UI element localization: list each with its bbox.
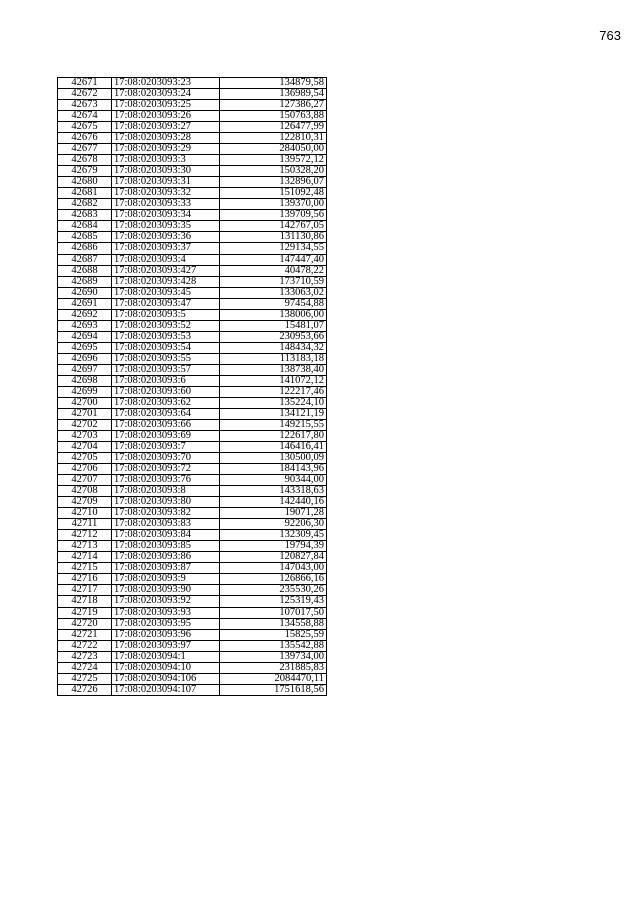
cadastral-number-cell: 17:08:0203093:92 xyxy=(112,596,220,607)
table-row xyxy=(58,177,327,188)
table-row xyxy=(58,519,327,530)
table-row xyxy=(58,155,327,166)
table-row xyxy=(58,419,327,430)
cadastral-value-cell: 125319,43 xyxy=(220,596,327,607)
table-row xyxy=(58,607,327,618)
cadastral-value-cell: 132309,45 xyxy=(220,530,327,541)
cadastral-value-cell: 135542,88 xyxy=(220,640,327,651)
cadastral-number-cell: 17:08:0203093:32 xyxy=(112,188,220,199)
cadastral-value-cell: 139709,56 xyxy=(220,210,327,221)
cadastral-value-cell: 230953,66 xyxy=(220,331,327,342)
row-number-cell: 42726 xyxy=(58,684,112,695)
cadastral-number-cell: 17:08:0203093:33 xyxy=(112,199,220,210)
cadastral-value-cell: 120827,84 xyxy=(220,552,327,563)
row-number-cell: 42682 xyxy=(58,199,112,210)
row-number-cell: 42704 xyxy=(58,442,112,453)
cadastral-number-cell: 17:08:0203093:84 xyxy=(112,530,220,541)
cadastral-number-cell: 17:08:0203093:70 xyxy=(112,453,220,464)
page-number: 763 xyxy=(599,28,621,43)
cadastral-number-cell: 17:08:0203093:52 xyxy=(112,320,220,331)
cadastral-number-cell: 17:08:0203093:86 xyxy=(112,552,220,563)
cadastral-value-cell: 138738,40 xyxy=(220,364,327,375)
row-number-cell: 42712 xyxy=(58,530,112,541)
table-row xyxy=(58,596,327,607)
row-number-cell: 42691 xyxy=(58,298,112,309)
cadastral-value-cell: 107017,50 xyxy=(220,607,327,618)
cadastral-value-cell: 138006,00 xyxy=(220,309,327,320)
cadastral-value-cell: 90344,00 xyxy=(220,475,327,486)
table-row xyxy=(58,662,327,673)
cadastral-value-cell: 142440,16 xyxy=(220,497,327,508)
table-row xyxy=(58,585,327,596)
cadastral-number-cell: 17:08:0203093:72 xyxy=(112,464,220,475)
table-row xyxy=(58,508,327,519)
cadastral-number-cell: 17:08:0203093:427 xyxy=(112,265,220,276)
table-row xyxy=(58,133,327,144)
cadastral-number-cell: 17:08:0203094:107 xyxy=(112,684,220,695)
row-number-cell: 42694 xyxy=(58,331,112,342)
table-row xyxy=(58,684,327,695)
table-row xyxy=(58,475,327,486)
row-number-cell: 42686 xyxy=(58,243,112,254)
row-number-cell: 42702 xyxy=(58,419,112,430)
table-row xyxy=(58,265,327,276)
table-row xyxy=(58,397,327,408)
row-number-cell: 42689 xyxy=(58,276,112,287)
row-number-cell: 42718 xyxy=(58,596,112,607)
cadastral-value-cell: 132896,07 xyxy=(220,177,327,188)
cadastral-number-cell: 17:08:0203093:3 xyxy=(112,155,220,166)
table-row xyxy=(58,618,327,629)
row-number-cell: 42720 xyxy=(58,618,112,629)
row-number-cell: 42701 xyxy=(58,408,112,419)
row-number-cell: 42703 xyxy=(58,431,112,442)
table-body xyxy=(58,78,327,696)
table-row xyxy=(58,386,327,397)
table-row xyxy=(58,111,327,122)
cadastral-number-cell: 17:08:0203093:80 xyxy=(112,497,220,508)
cadastral-number-cell: 17:08:0203093:83 xyxy=(112,519,220,530)
cadastral-number-cell: 17:08:0203093:428 xyxy=(112,276,220,287)
row-number-cell: 42695 xyxy=(58,342,112,353)
cadastral-number-cell: 17:08:0203093:96 xyxy=(112,629,220,640)
cadastral-value-cell: 113183,18 xyxy=(220,353,327,364)
row-number-cell: 42705 xyxy=(58,453,112,464)
table-row xyxy=(58,453,327,464)
cadastral-number-cell: 17:08:0203093:47 xyxy=(112,298,220,309)
cadastral-number-cell: 17:08:0203093:82 xyxy=(112,508,220,519)
cadastral-value-cell: 150763,88 xyxy=(220,111,327,122)
row-number-cell: 42709 xyxy=(58,497,112,508)
cadastral-number-cell: 17:08:0203094:1 xyxy=(112,651,220,662)
cadastral-value-cell: 235530,26 xyxy=(220,585,327,596)
row-number-cell: 42688 xyxy=(58,265,112,276)
row-number-cell: 42719 xyxy=(58,607,112,618)
row-number-cell: 42721 xyxy=(58,629,112,640)
cadastral-value-cell: 122617,80 xyxy=(220,431,327,442)
row-number-cell: 42725 xyxy=(58,673,112,684)
cadastral-number-cell: 17:08:0203093:5 xyxy=(112,309,220,320)
cadastral-value-cell: 139572,12 xyxy=(220,155,327,166)
row-number-cell: 42671 xyxy=(58,78,112,89)
cadastral-value-cell: 134558,88 xyxy=(220,618,327,629)
cadastral-number-cell: 17:08:0203093:36 xyxy=(112,232,220,243)
table-row xyxy=(58,364,327,375)
table-row xyxy=(58,298,327,309)
cadastral-value-cell: 1751618,56 xyxy=(220,684,327,695)
row-number-cell: 42696 xyxy=(58,353,112,364)
table-row xyxy=(58,232,327,243)
row-number-cell: 42699 xyxy=(58,386,112,397)
row-number-cell: 42683 xyxy=(58,210,112,221)
cadastral-value-cell: 139734,00 xyxy=(220,651,327,662)
cadastral-number-cell: 17:08:0203093:9 xyxy=(112,574,220,585)
row-number-cell: 42706 xyxy=(58,464,112,475)
row-number-cell: 42697 xyxy=(58,364,112,375)
cadastral-number-cell: 17:08:0203093:53 xyxy=(112,331,220,342)
cadastral-number-cell: 17:08:0203093:8 xyxy=(112,486,220,497)
cadastral-value-cell: 136989,54 xyxy=(220,89,327,100)
cadastral-value-cell: 173710,59 xyxy=(220,276,327,287)
row-number-cell: 42713 xyxy=(58,541,112,552)
cadastral-number-cell: 17:08:0203093:90 xyxy=(112,585,220,596)
cadastral-value-cell: 133063,02 xyxy=(220,287,327,298)
cadastral-number-cell: 17:08:0203093:23 xyxy=(112,78,220,89)
row-number-cell: 42716 xyxy=(58,574,112,585)
row-number-cell: 42673 xyxy=(58,100,112,111)
cadastral-value-cell: 130500,09 xyxy=(220,453,327,464)
cadastral-value-cell: 143318,63 xyxy=(220,486,327,497)
cadastral-value-cell: 134121,19 xyxy=(220,408,327,419)
cadastral-number-cell: 17:08:0203093:34 xyxy=(112,210,220,221)
cadastral-value-cell: 129134,55 xyxy=(220,243,327,254)
cadastral-number-cell: 17:08:0203093:57 xyxy=(112,364,220,375)
table-row xyxy=(58,320,327,331)
table-row xyxy=(58,221,327,232)
cadastral-number-cell: 17:08:0203093:69 xyxy=(112,431,220,442)
row-number-cell: 42692 xyxy=(58,309,112,320)
cadastral-number-cell: 17:08:0203093:30 xyxy=(112,166,220,177)
cadastral-value-cell: 149215,55 xyxy=(220,419,327,430)
row-number-cell: 42711 xyxy=(58,519,112,530)
cadastral-value-cell: 122810,31 xyxy=(220,133,327,144)
table-row xyxy=(58,486,327,497)
table-row xyxy=(58,353,327,364)
table-row xyxy=(58,199,327,210)
cadastral-value-cell: 134879,58 xyxy=(220,78,327,89)
cadastral-value-cell: 146416,41 xyxy=(220,442,327,453)
cadastral-value-cell: 40478,22 xyxy=(220,265,327,276)
cadastral-value-cell: 126866,16 xyxy=(220,574,327,585)
cadastral-number-cell: 17:08:0203093:66 xyxy=(112,419,220,430)
cadastral-number-cell: 17:08:0203093:26 xyxy=(112,111,220,122)
table-row xyxy=(58,673,327,684)
cadastral-number-cell: 17:08:0203093:95 xyxy=(112,618,220,629)
cadastral-value-cell: 147447,40 xyxy=(220,254,327,265)
cadastral-value-cell: 147043,00 xyxy=(220,563,327,574)
cadastral-value-cell: 19071,28 xyxy=(220,508,327,519)
table-row xyxy=(58,276,327,287)
row-number-cell: 42693 xyxy=(58,320,112,331)
cadastral-value-cell: 231885,83 xyxy=(220,662,327,673)
row-number-cell: 42679 xyxy=(58,166,112,177)
cadastral-number-cell: 17:08:0203093:35 xyxy=(112,221,220,232)
cadastral-number-cell: 17:08:0203093:76 xyxy=(112,475,220,486)
cadastral-number-cell: 17:08:0203093:28 xyxy=(112,133,220,144)
cadastral-value-cell: 15481,07 xyxy=(220,320,327,331)
cadastral-value-cell: 131130,86 xyxy=(220,232,327,243)
table-row xyxy=(58,497,327,508)
row-number-cell: 42700 xyxy=(58,397,112,408)
row-number-cell: 42722 xyxy=(58,640,112,651)
cadastral-number-cell: 17:08:0203093:25 xyxy=(112,100,220,111)
cadastral-number-cell: 17:08:0203093:64 xyxy=(112,408,220,419)
table-row xyxy=(58,331,327,342)
table-row xyxy=(58,375,327,386)
cadastral-value-cell: 127386,27 xyxy=(220,100,327,111)
row-number-cell: 42715 xyxy=(58,563,112,574)
row-number-cell: 42676 xyxy=(58,133,112,144)
cadastral-number-cell: 17:08:0203093:97 xyxy=(112,640,220,651)
cadastral-number-cell: 17:08:0203093:62 xyxy=(112,397,220,408)
table-row xyxy=(58,629,327,640)
cadastral-value-cell: 139370,00 xyxy=(220,199,327,210)
cadastral-value-cell: 184143,96 xyxy=(220,464,327,475)
cadastral-value-cell: 97454,88 xyxy=(220,298,327,309)
table-row xyxy=(58,309,327,320)
cadastral-value-cell: 148434,32 xyxy=(220,342,327,353)
table-row xyxy=(58,100,327,111)
table-row xyxy=(58,254,327,265)
row-number-cell: 42723 xyxy=(58,651,112,662)
cadastral-number-cell: 17:08:0203093:31 xyxy=(112,177,220,188)
row-number-cell: 42714 xyxy=(58,552,112,563)
cadastral-value-cell: 92206,30 xyxy=(220,519,327,530)
cadastral-number-cell: 17:08:0203094:10 xyxy=(112,662,220,673)
table-row xyxy=(58,574,327,585)
cadastral-number-cell: 17:08:0203093:60 xyxy=(112,386,220,397)
table-row xyxy=(58,210,327,221)
table-row xyxy=(58,78,327,89)
row-number-cell: 42680 xyxy=(58,177,112,188)
cadastral-number-cell: 17:08:0203093:4 xyxy=(112,254,220,265)
row-number-cell: 42724 xyxy=(58,662,112,673)
cadastral-value-cell: 19794,39 xyxy=(220,541,327,552)
cadastral-value-cell: 150328,20 xyxy=(220,166,327,177)
cadastral-number-cell: 17:08:0203093:7 xyxy=(112,442,220,453)
cadastral-value-cell: 2084470,11 xyxy=(220,673,327,684)
table-row xyxy=(58,122,327,133)
row-number-cell: 42698 xyxy=(58,375,112,386)
cadastral-number-cell: 17:08:0203093:54 xyxy=(112,342,220,353)
cadastral-value-cell: 284050,00 xyxy=(220,144,327,155)
cadastral-value-cell: 151092,48 xyxy=(220,188,327,199)
row-number-cell: 42672 xyxy=(58,89,112,100)
cadastral-number-cell: 17:08:0203093:24 xyxy=(112,89,220,100)
table-row xyxy=(58,552,327,563)
cadastral-number-cell: 17:08:0203093:55 xyxy=(112,353,220,364)
row-number-cell: 42684 xyxy=(58,221,112,232)
cadastral-number-cell: 17:08:0203093:29 xyxy=(112,144,220,155)
cadastral-value-cell: 135224,10 xyxy=(220,397,327,408)
cadastral-value-cell: 142767,05 xyxy=(220,221,327,232)
table-row xyxy=(58,243,327,254)
cadastral-number-cell: 17:08:0203094:106 xyxy=(112,673,220,684)
row-number-cell: 42687 xyxy=(58,254,112,265)
row-number-cell: 42690 xyxy=(58,287,112,298)
table-row xyxy=(58,144,327,155)
cadastral-number-cell: 17:08:0203093:85 xyxy=(112,541,220,552)
table-row xyxy=(58,166,327,177)
row-number-cell: 42674 xyxy=(58,111,112,122)
table-row xyxy=(58,563,327,574)
table-row xyxy=(58,640,327,651)
cadastral-value-cell: 15825,59 xyxy=(220,629,327,640)
cadastral-number-cell: 17:08:0203093:37 xyxy=(112,243,220,254)
row-number-cell: 42708 xyxy=(58,486,112,497)
cadastral-number-cell: 17:08:0203093:27 xyxy=(112,122,220,133)
table-row xyxy=(58,342,327,353)
cadastral-number-cell: 17:08:0203093:45 xyxy=(112,287,220,298)
row-number-cell: 42675 xyxy=(58,122,112,133)
cadastral-value-cell: 126477,99 xyxy=(220,122,327,133)
row-number-cell: 42710 xyxy=(58,508,112,519)
row-number-cell: 42707 xyxy=(58,475,112,486)
row-number-cell: 42717 xyxy=(58,585,112,596)
row-number-cell: 42677 xyxy=(58,144,112,155)
row-number-cell: 42678 xyxy=(58,155,112,166)
row-number-cell: 42685 xyxy=(58,232,112,243)
table-row xyxy=(58,89,327,100)
table-row xyxy=(58,188,327,199)
table-row xyxy=(58,651,327,662)
table-row xyxy=(58,530,327,541)
cadastral-number-cell: 17:08:0203093:87 xyxy=(112,563,220,574)
table-row xyxy=(58,464,327,475)
cadastral-value-table xyxy=(57,77,327,696)
cadastral-value-cell: 141072,12 xyxy=(220,375,327,386)
row-number-cell: 42681 xyxy=(58,188,112,199)
cadastral-number-cell: 17:08:0203093:93 xyxy=(112,607,220,618)
table-row xyxy=(58,431,327,442)
table-row xyxy=(58,541,327,552)
cadastral-number-cell: 17:08:0203093:6 xyxy=(112,375,220,386)
table-row xyxy=(58,442,327,453)
cadastral-value-cell: 122217,46 xyxy=(220,386,327,397)
table-row xyxy=(58,287,327,298)
table-row xyxy=(58,408,327,419)
